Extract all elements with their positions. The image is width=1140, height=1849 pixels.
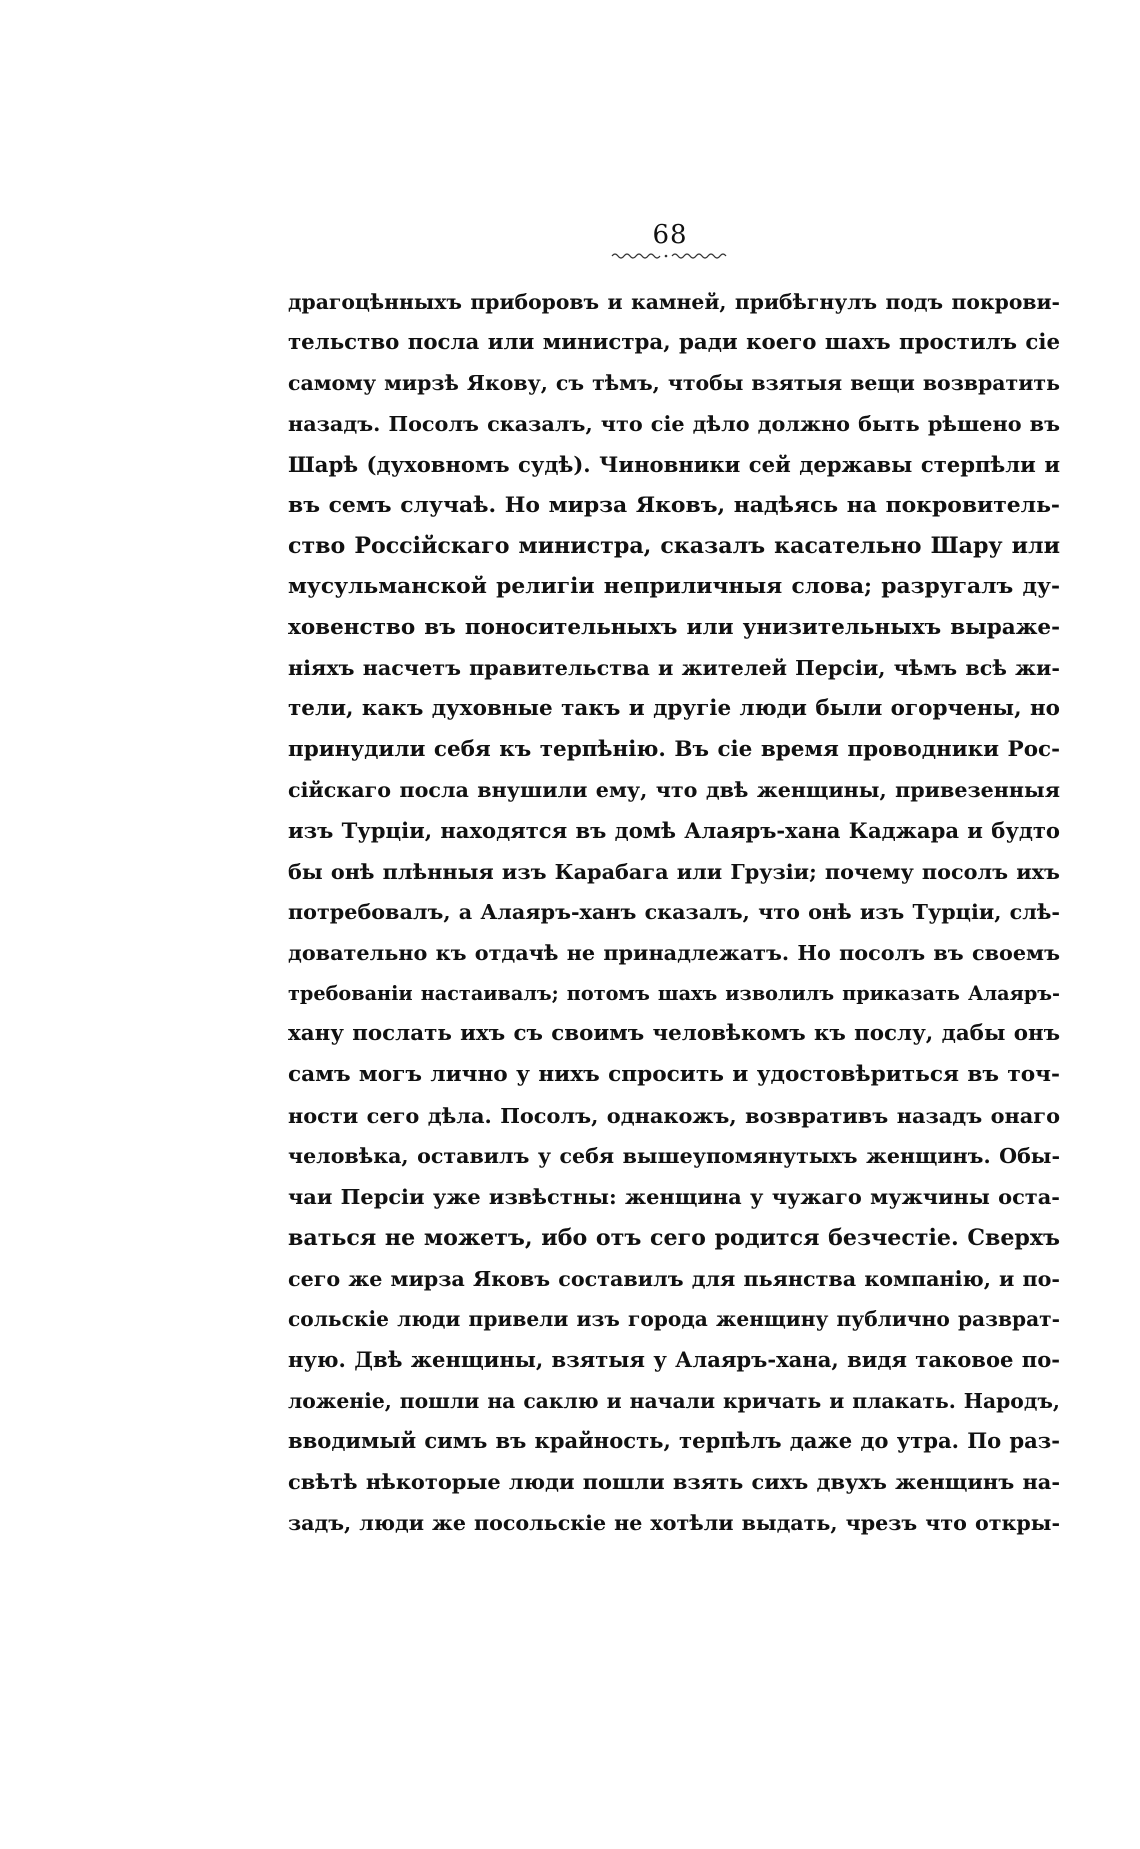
text-line: драгоцѣнныхъ приборовъ и камней, прибѣгнулъ подъ покрови-	[288, 290, 1060, 314]
text-line: требованіи настаивалъ; потомъ шахъ изволилъ приказать Алаяръ-	[288, 981, 1060, 1005]
text-line: ство Россійскаго министра, сказалъ касательно Шару или	[288, 533, 1060, 560]
text-line: задъ, люди же посольскіе не хотѣли выдать, чрезъ что откры-	[288, 1510, 1060, 1535]
text-line: ховенство въ поносительныхъ или унизительныхъ выраже-	[288, 614, 1060, 640]
text-line: довательно къ отдачѣ не принадлежатъ. Но посолъ въ своемъ	[288, 941, 1060, 965]
text-line: ности сего дѣла. Посолъ, однакожъ, возвративъ назадъ онаго	[288, 1102, 1060, 1128]
text-line: въ семъ случаѣ. Но мирза Яковъ, надѣясь на покровитель-	[288, 492, 1060, 519]
text-line: ваться не можетъ, ибо отъ сего родится безчестіе. Сверхъ	[288, 1224, 1060, 1251]
text-line: мусульманской религіи неприличныя слова; разругалъ ду-	[288, 573, 1060, 599]
wavy-rule-ornament	[610, 250, 730, 260]
body-text	[288, 282, 1060, 1543]
text-line: ложеніе, пошли на саклю и начали кричать и плакать. Народъ,	[288, 1388, 1060, 1413]
text-line: тельство посла или министра, ради коего шахъ простилъ сіе	[288, 329, 1060, 355]
text-line: Шарѣ (духовномъ судѣ). Чиновники сей державы стерпѣли и	[288, 451, 1060, 477]
page-number: 68	[652, 220, 688, 250]
text-line: потребовалъ, а Алаяръ-ханъ сказалъ, что онѣ изъ Турціи, слѣ-	[288, 900, 1060, 925]
text-line: свѣтѣ нѣкоторые люди пошли взять сихъ двухъ женщинъ на-	[288, 1468, 1060, 1494]
text-line: самому мирзѣ Якову, съ тѣмъ, чтобы взятыя вещи возвратить	[288, 371, 1060, 396]
text-line: сійскаго посла внушили ему, что двѣ женщины, привезенныя	[288, 778, 1060, 803]
text-line: хану послать ихъ съ своимъ человѣкомъ къ послу, дабы онъ	[288, 1021, 1060, 1047]
text-line: назадъ. Посолъ сказалъ, что сіе дѣло должно быть рѣшено въ	[288, 411, 1060, 437]
text-line: вводимый симъ въ крайность, терпѣлъ даже до утра. По раз-	[288, 1428, 1060, 1454]
text-line: тели, какъ духовные такъ и другіе люди были огорчены, но	[288, 695, 1060, 721]
text-line: ніяхъ насчетъ правительства и жителей Персіи, чѣмъ всѣ жи-	[288, 656, 1060, 681]
text-line: сего же мирза Яковъ составилъ для пьянства компанію, и по-	[288, 1266, 1060, 1291]
page-header	[610, 222, 730, 260]
text-line: чаи Персіи уже извѣстны: женщина у чужаго мужчины оста-	[288, 1184, 1060, 1210]
text-line: самъ могъ лично у нихъ спросить и удостовѣриться въ точ-	[288, 1062, 1060, 1088]
text-line: изъ Турціи, находятся въ домѣ Алаяръ-хана Каджара и будто	[288, 817, 1060, 843]
text-line: сольскіе люди привели изъ города женщину публично разврат-	[288, 1307, 1060, 1332]
text-line: бы онѣ плѣнныя изъ Карабага или Грузіи; почему посолъ ихъ	[288, 858, 1060, 884]
text-line: человѣка, оставилъ у себя вышеупомянутыхъ женщинъ. Обы-	[288, 1144, 1060, 1169]
text-line: принудили себя къ терпѣнію. Въ сіе время проводники Рос-	[288, 736, 1060, 762]
text-line: ную. Двѣ женщины, взятыя у Алаяръ-хана, видя таковое по-	[288, 1346, 1060, 1372]
